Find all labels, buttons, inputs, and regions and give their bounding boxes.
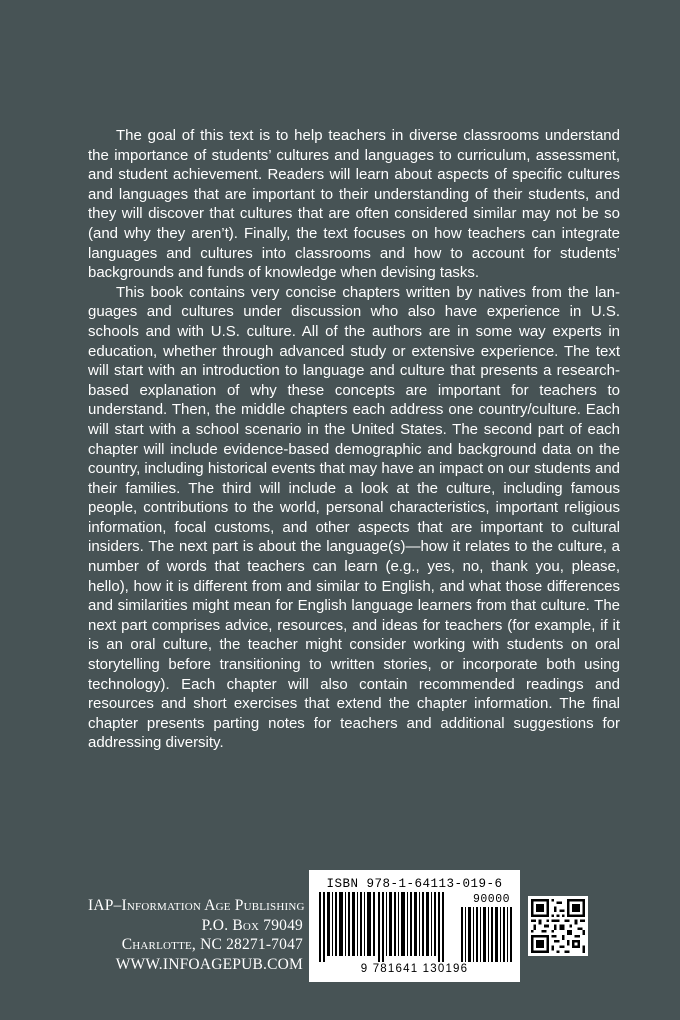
price-barcode-icon [461,907,513,962]
publisher-address-line-1: P.O. Box 79049 [201,916,303,934]
isbn-label: ISBN 978-1-64113-019-6 [326,877,503,891]
description-paragraph-1: The goal of this text is to help teachers in diverse classrooms understand the importance of students’ cultures and languages to curriculum, assessment, and student achievement. Readers will learn about aspects of specific cultures and languages that are important to their understanding of their students, and they will discover that cultures that are often considered similar may not be so (and why they aren’t). Finally, the text focuses on how teachers can integrate languages and cultures into classrooms and how to account for students’ backgrounds and funds of knowledge when devising tasks. [88,127,620,282]
publisher-website: WWW.INFOAGEPUB.COM [115,955,303,973]
publisher-address-line-2: Charlotte, NC 28271-7047 [121,936,303,953]
isbn-barcode [309,870,520,982]
qr-code [528,896,588,956]
back-cover-description [88,126,620,753]
publisher-name: IAP–Information Age Publishing [88,897,305,914]
qr-code-icon [531,899,585,953]
price-code: 90000 [472,893,510,906]
description-paragraph-2: This book contains very concise chapters written by natives from the languages and cultures under discussion who also have experience in U.S. schools and with U.S. culture. All of the authors are in some way experts in education, whether through advanced study or extensive experience. The text will start with an introduction to language and culture that presents a research-based explanation of why these concepts are important for teachers to understand. Then, the middle chapters each address one country/culture. Each will start with a school scenario in the United States. The second part of each chapter will include evidence-based demographic and background data on the country, including historical events that may have an impact on our students and their families. The third will include a look at the culture, including famous people, contributions to the world, personal characteristics, important religious information, focal customs, and other aspects that are important to cultural insiders. The next part is about the language(s)—how it relates to the culture, a number of words that teachers can learn (e.g., yes, no, thank you, please, hello), how it is different from and similar to English, and what those differences and similarities might mean for English language learners from that culture. The next part comprises advice, resources, and ideas for teachers (for example, if it is an oral culture, the teacher might consider working with students on oral storytelling before transitioning to written stories, or incorporate both using technology). Each chapter will also contain recommended readings and resources and short exercises that extend the chapter information. The final chapter presents parting notes for teachers and additional suggestions for addressing diversity. [88,283,620,752]
barcode-icon [317,892,457,962]
ean-digits: 9 781641 130196 [360,963,469,975]
publisher-info [88,896,303,974]
